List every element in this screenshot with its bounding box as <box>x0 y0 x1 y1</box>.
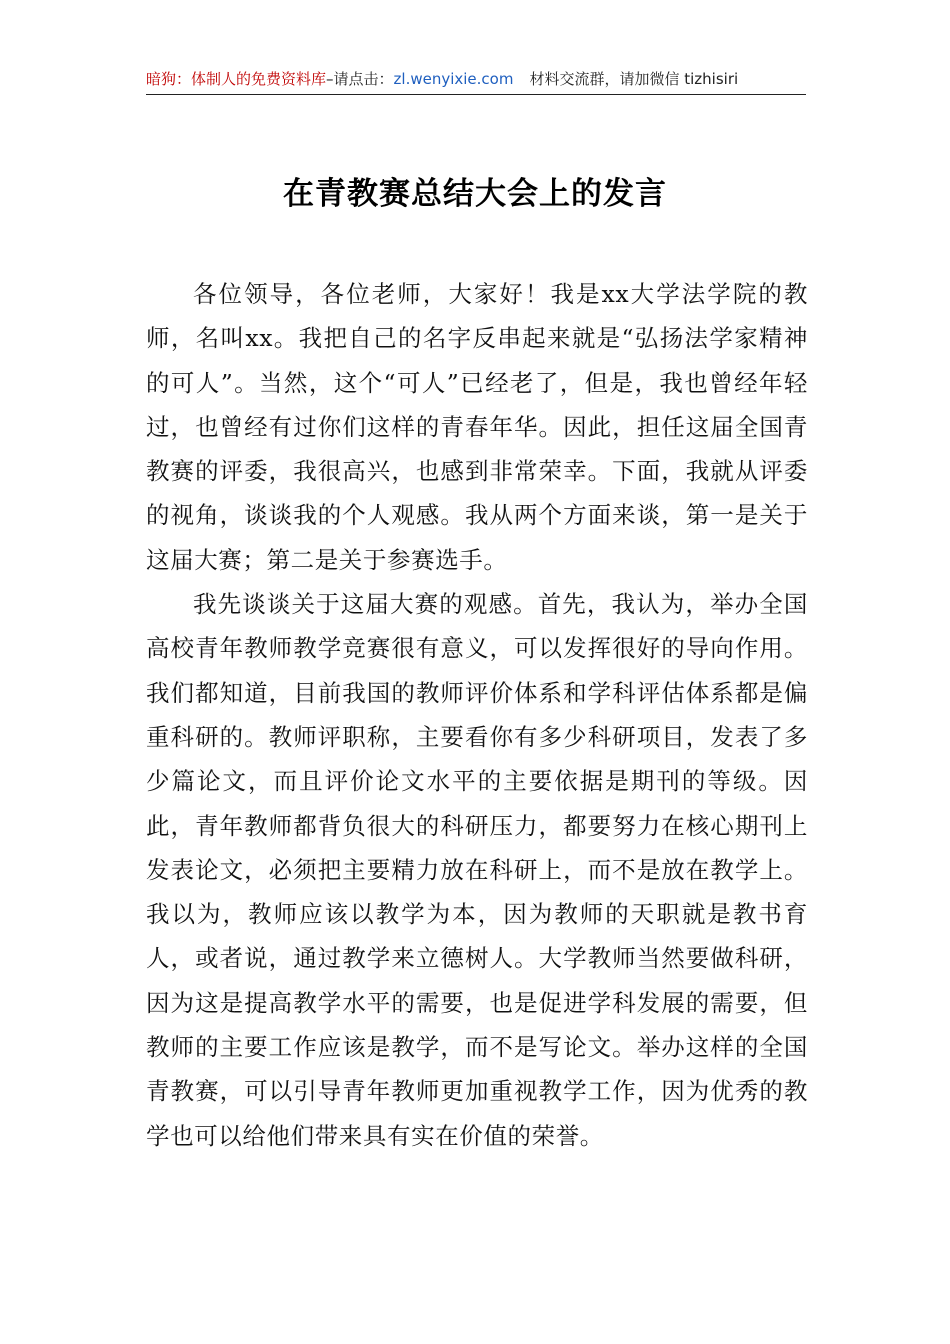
paragraph-1: 各位领导，各位老师，大家好！我是xx大学法学院的教师，名叫xx。我把自己的名字反串起来就是“弘扬法学家精神的可人”。当然，这个“可人”已经老了，但是，我也曾经年轻过，也曾经有过你们这样的青春年华。因此，担任这届全国青教赛的评委，我很高兴，也感到非常荣幸。下面，我就从评委的视角，谈谈我的个人观感。我从两个方面来谈，第一是关于这届大赛；第二是关于参赛选手。 <box>146 280 808 574</box>
header-link[interactable]: zl.wenyixie.com <box>393 70 514 88</box>
header-brand: 暗狗：体制人的免费资料库 <box>146 70 327 88</box>
document-body <box>146 272 808 1158</box>
page-header <box>146 66 806 95</box>
header-group-note: 材料交流群，请加微信 tizhisiri <box>529 70 739 88</box>
paragraph-2: 我先谈谈关于这届大赛的观感。首先，我认为，举办全国高校青年教师教学竞赛很有意义，可以发挥很好的导向作用。我们都知道，目前我国的教师评价体系和学科评估体系都是偏重科研的。教师评职称，主要看你有多少科研项目，发表了多少篇论文，而且评价论文水平的主要依据是期刊的等级。因此，青年教师都背负很大的科研压力，都要努力在核心期刊上发表论文，必须把主要精力放在科研上，而不是放在教学上。我以为，教师应该以教学为本，因为教师的天职就是教书育人，或者说，通过教学来立德树人。大学教师当然要做科研，因为这是提高教学水平的需要，也是促进学科发展的需要，但教师的主要工作应该是教学，而不是写论文。举办这样的全国青教赛，可以引导青年教师更加重视教学工作，因为优秀的教学也可以给他们带来具有实在价值的荣誉。 <box>146 590 808 1150</box>
header-link-prefix: –请点击： <box>326 70 394 88</box>
document-title: 在青教赛总结大会上的发言 <box>283 176 667 212</box>
